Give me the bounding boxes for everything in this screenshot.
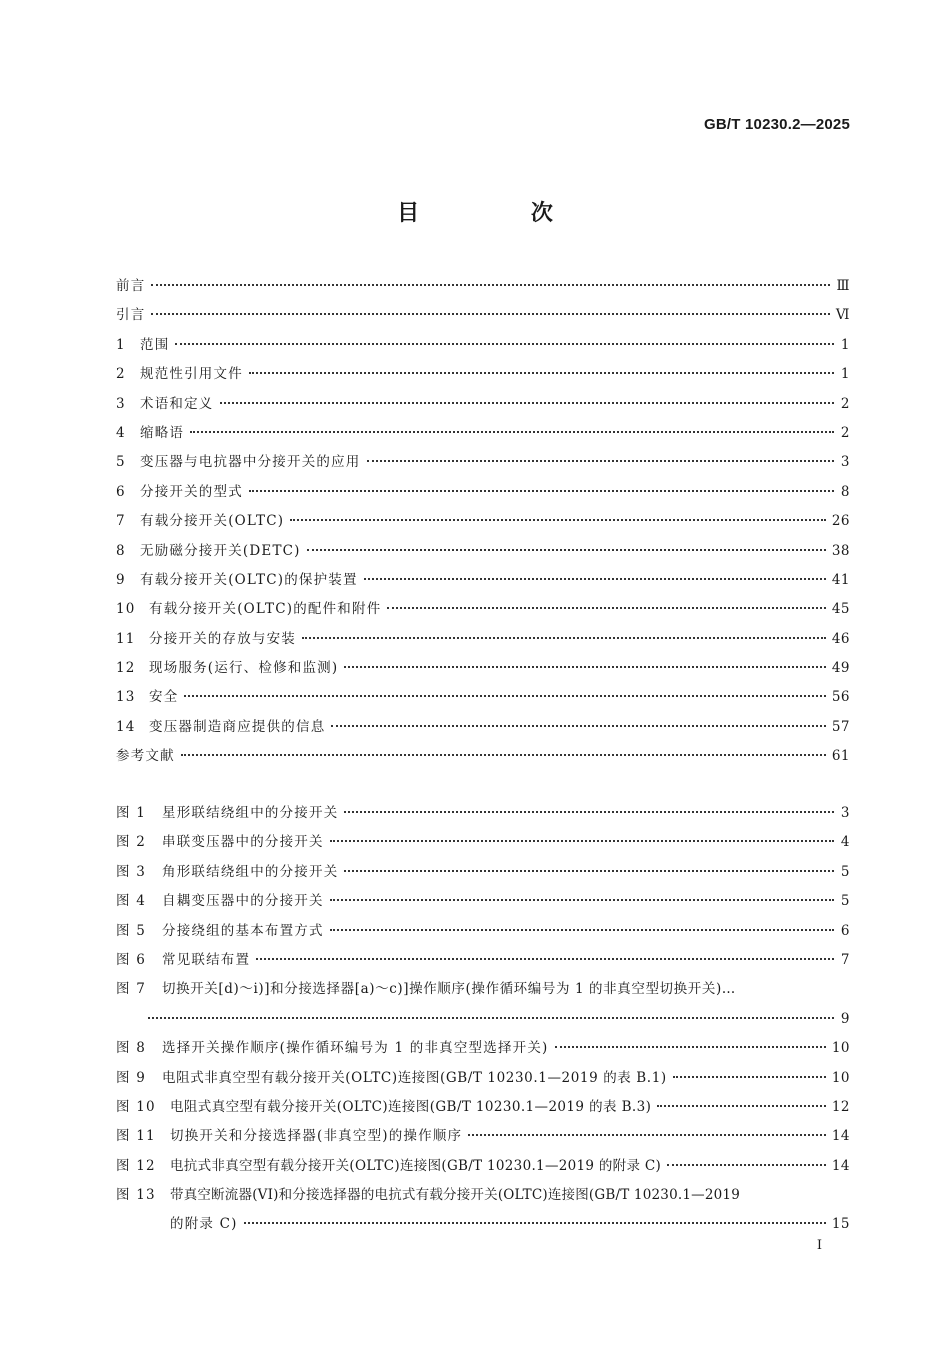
dot-leader (667, 1164, 826, 1166)
dot-leader (344, 870, 834, 872)
toc-title: 分接开关的存放与安装 (149, 630, 296, 647)
figure-page: 5 (840, 893, 850, 910)
dot-leader (249, 490, 834, 492)
toc-number: 12 (116, 660, 136, 677)
toc-page: 26 (831, 513, 850, 530)
toc-page: 2 (840, 395, 850, 412)
toc-row[interactable] (116, 742, 850, 771)
toc-page: 41 (831, 571, 850, 588)
dot-leader (190, 431, 834, 433)
toc-number: 10 (116, 601, 136, 618)
toc-row[interactable] (116, 419, 850, 448)
toc-row[interactable] (116, 537, 850, 566)
figure-number: 图 3 (116, 863, 146, 880)
toc-number: 4 (116, 424, 126, 441)
figure-title: 切换开关和分接选择器(非真空型)的操作顺序 (170, 1128, 463, 1145)
figure-title: 带真空断流器(VI)和分接选择器的电抗式有载分接开关(OLTC)连接图(GB/T 10230.1—2019 (170, 1187, 741, 1204)
toc-title: 变压器与电抗器中分接开关的应用 (140, 454, 361, 471)
figure-row[interactable] (116, 1152, 850, 1181)
toc-number: 5 (116, 454, 126, 471)
figure-row[interactable] (116, 1064, 850, 1093)
toc-title: 引言 (116, 307, 146, 324)
figure-number: 图 9 (116, 1069, 146, 1086)
toc-row[interactable] (116, 360, 850, 389)
dot-leader (244, 1222, 826, 1224)
figure-page: 5 (840, 863, 850, 880)
toc-number: 1 (116, 336, 126, 353)
toc-row[interactable] (116, 301, 850, 330)
figure-page: 14 (831, 1128, 850, 1145)
toc-number: 7 (116, 513, 126, 530)
figure-page: 6 (840, 922, 850, 939)
toc-page: 46 (831, 630, 850, 647)
dot-leader (290, 519, 826, 521)
toc-number: 3 (116, 395, 126, 412)
dot-leader (673, 1076, 826, 1078)
figure-row[interactable] (116, 1181, 850, 1210)
figure-page: 15 (831, 1216, 850, 1233)
toc-number: 14 (116, 718, 136, 735)
figure-row[interactable] (116, 1122, 850, 1151)
toc-title: 有载分接开关(OLTC)的配件和附件 (149, 601, 382, 618)
figure-number: 图 7 (116, 981, 146, 998)
figure-number: 图 6 (116, 951, 146, 968)
toc-title: 有载分接开关(OLTC) (140, 513, 285, 530)
dot-leader (151, 313, 830, 315)
toc-row[interactable] (116, 595, 850, 624)
dot-leader (387, 607, 825, 609)
toc-row[interactable] (116, 478, 850, 507)
toc-row[interactable] (116, 272, 850, 301)
figure-row[interactable] (116, 828, 850, 857)
dot-leader (364, 578, 826, 580)
toc-title: 范围 (140, 336, 170, 353)
toc-title: 术语和定义 (140, 395, 214, 412)
toc-row[interactable] (116, 566, 850, 595)
dot-leader (256, 958, 834, 960)
dot-leader (184, 695, 825, 697)
figure-number: 图 10 (116, 1098, 156, 1115)
figure-row[interactable] (116, 799, 850, 828)
figure-page: 12 (831, 1098, 850, 1115)
toc-page: Ⅲ (836, 278, 850, 294)
figure-number: 图 13 (116, 1187, 156, 1204)
toc-number: 2 (116, 366, 126, 383)
toc-row[interactable] (116, 654, 850, 683)
figure-title: 电阻式非真空型有载分接开关(OLTC)连接图(GB/T 10230.1—2019 的表 B.1) (162, 1069, 667, 1086)
dot-leader (344, 811, 834, 813)
dot-leader (330, 929, 834, 931)
figure-number: 图 11 (116, 1128, 156, 1145)
toc-number: 8 (116, 542, 126, 559)
toc-number: 11 (116, 630, 136, 647)
toc-row[interactable] (116, 507, 850, 536)
toc-page: 56 (831, 689, 850, 706)
figure-page: 3 (840, 805, 850, 821)
figure-title: 切换开关[d)～i)]和分接选择器[a)～c)]操作顺序(操作循环编号为 1 的非真空型切换开关)… (162, 981, 736, 998)
figure-number: 图 8 (116, 1040, 146, 1057)
figure-number: 图 2 (116, 834, 146, 851)
toc-page: 61 (831, 748, 850, 765)
dot-leader (330, 899, 834, 901)
dot-leader (249, 372, 834, 374)
figure-number: 图 4 (116, 893, 146, 910)
dot-leader (657, 1105, 826, 1107)
figure-page: 7 (840, 951, 850, 968)
figure-row-continuation[interactable] (116, 1005, 850, 1034)
figure-row[interactable] (116, 1034, 850, 1063)
dot-leader (175, 343, 834, 345)
toc-row[interactable] (116, 683, 850, 712)
toc-row[interactable] (116, 713, 850, 742)
dot-leader (151, 284, 830, 286)
toc-list (116, 272, 850, 772)
toc-page: 57 (831, 718, 850, 735)
toc-title: 安全 (149, 689, 179, 706)
figure-number: 图 12 (116, 1157, 156, 1174)
toc-number: 13 (116, 689, 136, 706)
toc-row[interactable] (116, 448, 850, 477)
toc-page: 3 (840, 454, 850, 471)
toc-title: 有载分接开关(OLTC)的保护装置 (140, 571, 358, 588)
toc-title: 无励磁分接开关(DETC) (140, 542, 301, 559)
toc-page: Ⅵ (835, 307, 850, 324)
figure-row[interactable] (116, 887, 850, 916)
dot-leader (302, 637, 826, 639)
toc-row[interactable] (116, 331, 850, 360)
toc-page: 45 (831, 601, 850, 618)
figure-row[interactable] (116, 1093, 850, 1122)
dot-leader (307, 549, 826, 551)
toc-title: 规范性引用文件 (140, 366, 243, 383)
toc-row[interactable] (116, 390, 850, 419)
footer-page-number: I (816, 1238, 822, 1253)
toc-title: 前言 (116, 278, 146, 294)
standard-number: GB/T 10230.2—2025 (704, 116, 850, 133)
toc-page: 1 (840, 366, 850, 383)
figure-row-continuation[interactable] (116, 1210, 850, 1239)
figure-number: 图 5 (116, 922, 146, 939)
toc-number: 6 (116, 483, 126, 500)
figure-row[interactable] (116, 975, 850, 1004)
dot-leader (330, 840, 834, 842)
figure-title: 电阻式真空型有载分接开关(OLTC)连接图(GB/T 10230.1—2019 的表 B.3) (170, 1098, 652, 1115)
figure-title: 常见联结布置 (162, 951, 251, 968)
figure-row[interactable] (116, 917, 850, 946)
figure-title: 电抗式非真空型有载分接开关(OLTC)连接图(GB/T 10230.1—2019 的附录 C) (170, 1157, 662, 1174)
dot-leader (331, 725, 825, 727)
figure-title: 串联变压器中的分接开关 (162, 834, 324, 851)
dot-leader (367, 460, 835, 462)
dot-leader (181, 754, 826, 756)
figure-list (116, 799, 850, 1240)
figure-page: 9 (840, 1010, 850, 1027)
figure-number: 图 1 (116, 805, 146, 821)
toc-title: 变压器制造商应提供的信息 (149, 718, 326, 735)
dot-leader (468, 1134, 826, 1136)
figure-title: 分接绕组的基本布置方式 (162, 922, 324, 939)
toc-title: 缩略语 (140, 424, 185, 441)
figure-page: 10 (831, 1040, 850, 1057)
toc-title: 参考文献 (116, 748, 175, 765)
figure-title: 角形联结绕组中的分接开关 (162, 863, 339, 880)
toc-title: 分接开关的型式 (140, 483, 243, 500)
toc-page: 38 (831, 542, 850, 559)
figure-row[interactable] (116, 946, 850, 975)
dot-leader (148, 1017, 834, 1019)
figure-title: 星形联结绕组中的分接开关 (162, 805, 339, 821)
toc-title: 现场服务(运行、检修和监测) (149, 660, 339, 677)
dot-leader (555, 1046, 826, 1048)
toc-page: 8 (840, 483, 850, 500)
figure-page: 4 (840, 834, 850, 851)
toc-page: 2 (840, 424, 850, 441)
dot-leader (220, 402, 835, 404)
dot-leader (344, 666, 825, 668)
figure-title: 自耦变压器中的分接开关 (162, 893, 324, 910)
page-title: 目 次 (397, 201, 605, 226)
figure-title: 选择开关操作顺序(操作循环编号为 1 的非真空型选择开关) (162, 1040, 549, 1057)
toc-page: 1 (840, 336, 850, 353)
toc-page: 49 (831, 660, 850, 677)
figure-page: 10 (831, 1069, 850, 1086)
toc-row[interactable] (116, 625, 850, 654)
figure-row[interactable] (116, 858, 850, 887)
figure-page: 14 (831, 1157, 850, 1174)
toc-number: 9 (116, 571, 126, 588)
figure-title-continuation: 的附录 C) (170, 1216, 238, 1233)
